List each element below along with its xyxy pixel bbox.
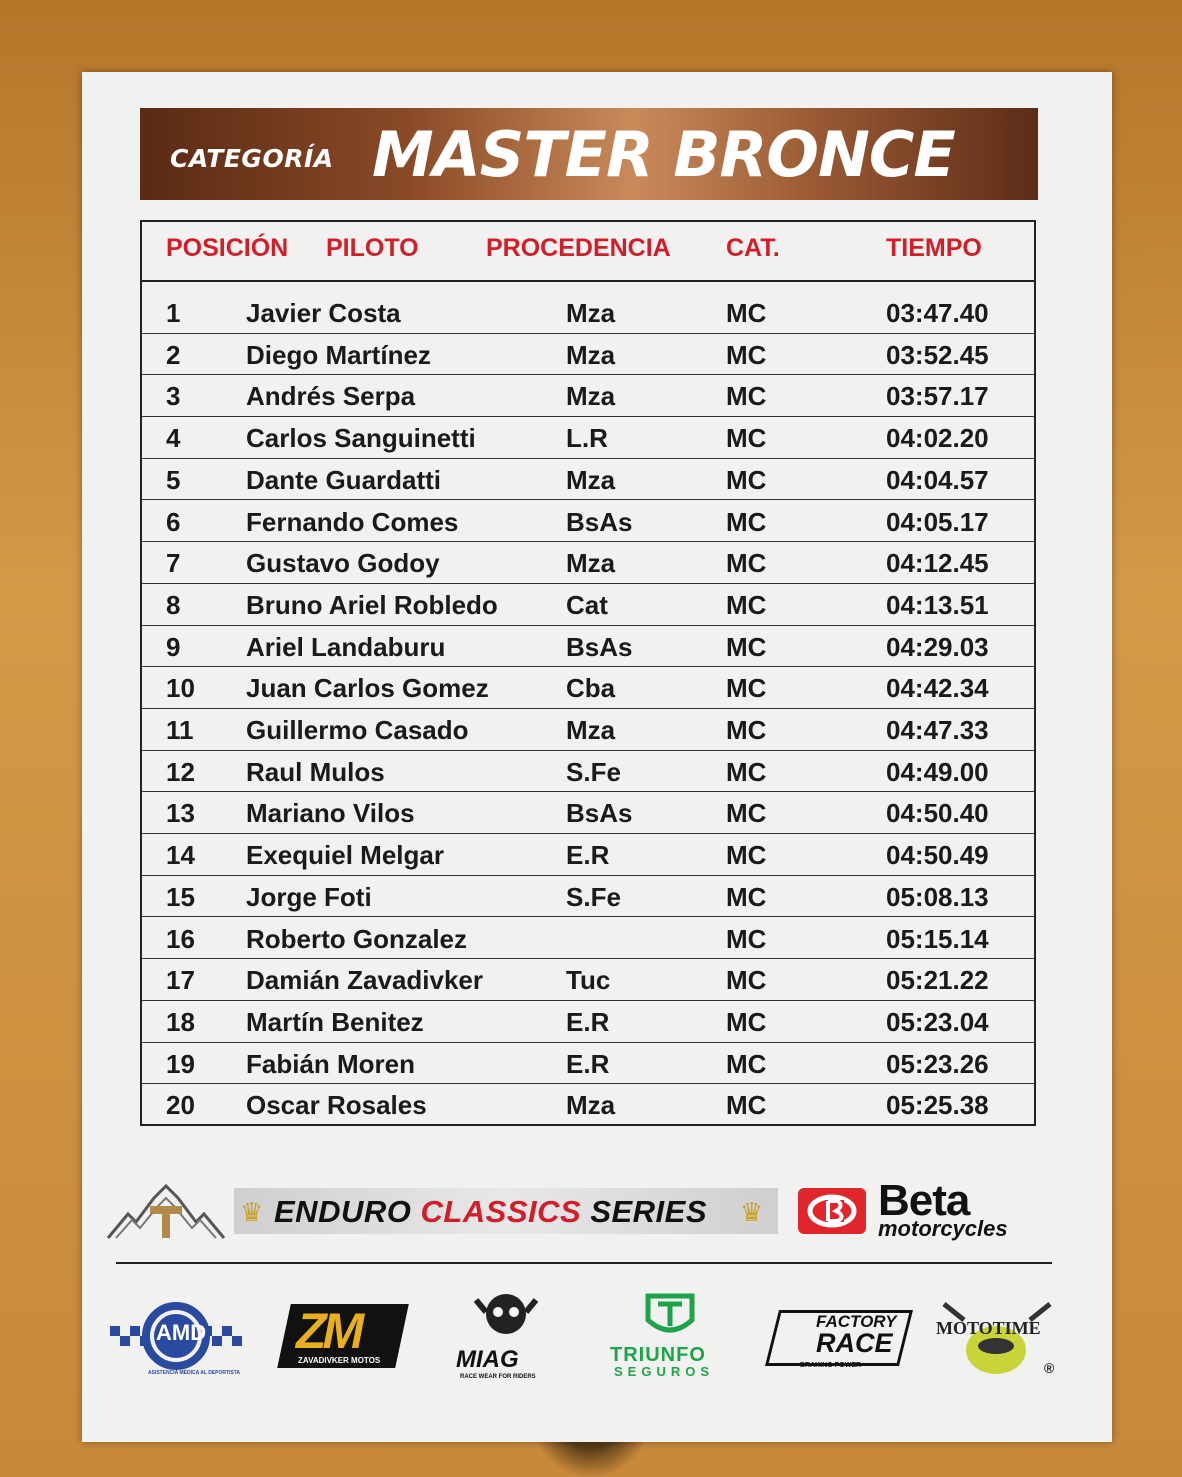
results-table <box>140 220 1036 1126</box>
row-origin: Mza <box>566 464 616 495</box>
row-time: 04:02.20 <box>886 423 989 454</box>
factory-sub: BRAKING POWER <box>800 1362 862 1369</box>
row-position: 18 <box>166 1006 195 1037</box>
triunfo-text: TRIUNFO <box>610 1344 706 1366</box>
series-word-classics: CLASSICS <box>420 1194 582 1229</box>
zavadivker-motos-logo <box>284 1290 404 1390</box>
header-category: CAT. <box>726 234 780 262</box>
row-origin: Mza <box>566 298 616 328</box>
table-row <box>142 584 1034 626</box>
series-word-series: SERIES <box>581 1194 708 1229</box>
mototime-text: MOTOTIME <box>936 1318 1041 1338</box>
row-category: MC <box>726 298 767 328</box>
factory-race-logo <box>766 1290 904 1390</box>
row-origin: L.R <box>566 423 608 454</box>
row-origin: Mza <box>566 381 616 412</box>
row-origin: Mza <box>566 1090 616 1121</box>
row-time: 05:25.38 <box>886 1090 989 1121</box>
table-row <box>142 542 1034 584</box>
registered-mark: ® <box>1044 1360 1055 1376</box>
row-origin: Mza <box>566 715 616 745</box>
table-row <box>142 1001 1034 1043</box>
table-row <box>142 959 1034 1001</box>
row-position: 20 <box>166 1090 195 1121</box>
row-position: 10 <box>166 673 195 704</box>
miag-text: MIAG <box>456 1346 519 1373</box>
header-pilot: PILOTO <box>326 234 419 262</box>
row-time: 03:52.45 <box>886 339 989 370</box>
table-row <box>142 459 1034 501</box>
category-label: CATEGORÍA <box>170 144 334 173</box>
row-category: MC <box>726 798 767 829</box>
row-time: 03:57.17 <box>886 381 989 412</box>
row-origin: Cba <box>566 673 616 704</box>
row-position: 4 <box>166 423 181 454</box>
row-pilot: Roberto Gonzalez <box>246 923 468 954</box>
crown-icon: ♛ <box>740 1198 764 1228</box>
row-category: MC <box>726 923 767 954</box>
row-time: 05:23.04 <box>886 1006 989 1037</box>
sponsor-row-bottom <box>0 1290 1182 1390</box>
row-pilot: Oscar Rosales <box>246 1090 427 1121</box>
triunfo-seguros-logo <box>608 1290 732 1390</box>
row-origin: BsAs <box>566 798 633 829</box>
category-title: MASTER BRONCE <box>372 118 955 191</box>
header-position: POSICIÓN <box>166 234 289 262</box>
row-time: 04:42.34 <box>886 673 989 704</box>
row-time: 04:13.51 <box>886 589 989 620</box>
amd-logo <box>108 1290 244 1390</box>
table-row <box>142 751 1034 793</box>
category-banner <box>140 108 1038 200</box>
miag-skull-icon <box>454 1290 558 1350</box>
row-origin: Tuc <box>566 965 611 996</box>
row-pilot: Javier Costa <box>246 298 401 328</box>
race-text: RACE <box>816 1328 893 1358</box>
row-category: MC <box>726 1006 767 1037</box>
row-category: MC <box>726 715 767 745</box>
row-time: 03:47.40 <box>886 298 989 328</box>
miag-racing-logo <box>454 1290 558 1390</box>
row-time: 04:12.45 <box>886 548 989 579</box>
sponsor-divider <box>116 1262 1052 1264</box>
row-pilot: Mariano Vilos <box>246 798 415 829</box>
row-origin: Cat <box>566 589 608 620</box>
row-pilot: Carlos Sanguinetti <box>246 423 476 454</box>
row-pilot: Martín Benitez <box>246 1006 424 1037</box>
row-position: 13 <box>166 798 195 829</box>
row-pilot: Fernando Comes <box>246 506 459 537</box>
row-pilot: Ariel Landaburu <box>246 631 446 662</box>
row-position: 16 <box>166 923 195 954</box>
row-pilot: Fabián Moren <box>246 1048 416 1079</box>
row-time: 04:29.03 <box>886 631 989 662</box>
table-header <box>142 222 1034 282</box>
row-position: 6 <box>166 506 181 537</box>
table-row <box>142 501 1034 543</box>
table-row <box>142 834 1034 876</box>
row-origin: E.R <box>566 1006 610 1037</box>
row-pilot: Andrés Serpa <box>246 381 416 412</box>
beta-brand-sub: motorcycles <box>878 1216 1008 1241</box>
row-category: MC <box>726 840 767 871</box>
beta-brand-name: Beta <box>878 1176 970 1225</box>
row-position: 1 <box>166 298 181 328</box>
table-row <box>142 709 1034 751</box>
row-origin: S.Fe <box>566 756 621 787</box>
row-origin: BsAs <box>566 631 633 662</box>
row-position: 19 <box>166 1048 195 1079</box>
row-origin: BsAs <box>566 506 633 537</box>
factory-text: FACTORY <box>816 1312 897 1331</box>
row-category: MC <box>726 423 767 454</box>
row-category: MC <box>726 381 767 412</box>
amd-ring-text: ASISTENCIA MÉDICA AL DEPORTISTA <box>148 1370 241 1376</box>
row-position: 14 <box>166 840 195 871</box>
row-category: MC <box>726 464 767 495</box>
row-time: 05:15.14 <box>886 923 989 954</box>
row-pilot: Gustavo Godoy <box>246 548 440 579</box>
row-time: 04:04.57 <box>886 464 989 495</box>
row-origin: E.R <box>566 840 610 871</box>
row-position: 17 <box>166 965 195 996</box>
row-category: MC <box>726 631 767 662</box>
row-time: 04:50.40 <box>886 798 989 829</box>
mototime-helmet-icon <box>934 1290 1060 1390</box>
row-pilot: Bruno Ariel Robledo <box>246 589 498 620</box>
row-position: 11 <box>166 715 194 745</box>
row-pilot: Dante Guardatti <box>246 464 442 495</box>
row-pilot: Raul Mulos <box>246 756 385 787</box>
row-category: MC <box>726 1048 767 1079</box>
row-category: MC <box>726 881 767 912</box>
row-pilot: Diego Martínez <box>246 339 431 370</box>
row-category: MC <box>726 756 767 787</box>
row-pilot: Jorge Foti <box>246 881 372 912</box>
mototime-logo <box>934 1290 1060 1390</box>
beta-logo-icon <box>798 1188 866 1234</box>
row-category: MC <box>726 548 767 579</box>
crown-icon: ♛ <box>240 1198 264 1228</box>
row-position: 15 <box>166 881 195 912</box>
row-category: MC <box>726 673 767 704</box>
zm-text: ZM <box>296 1303 361 1359</box>
row-pilot: Guillermo Casado <box>246 715 469 745</box>
row-time: 05:23.26 <box>886 1048 989 1079</box>
enduro-classics-series-logo <box>234 1188 778 1234</box>
row-pilot: Damián Zavadivker <box>246 965 484 996</box>
row-category: MC <box>726 965 767 996</box>
table-row <box>142 334 1034 376</box>
row-position: 2 <box>166 339 181 370</box>
row-time: 05:08.13 <box>886 881 989 912</box>
row-position: 12 <box>166 756 195 787</box>
triunfo-shield-icon <box>608 1290 732 1344</box>
mountain-logo-icon <box>106 1180 226 1244</box>
table-row <box>142 918 1034 960</box>
row-time: 04:50.49 <box>886 840 989 871</box>
header-origin: PROCEDENCIA <box>486 234 671 262</box>
row-origin: Mza <box>566 339 616 370</box>
row-position: 8 <box>166 589 181 620</box>
table-row <box>142 626 1034 668</box>
miag-sub: RACE WEAR FOR RIDERS <box>460 1374 536 1380</box>
row-position: 3 <box>166 381 181 412</box>
zm-sub: ZAVADIVKER MOTOS <box>298 1356 381 1365</box>
table-row <box>142 1084 1034 1126</box>
row-time: 04:49.00 <box>886 756 989 787</box>
series-word-enduro: ENDURO <box>274 1194 421 1229</box>
row-origin: S.Fe <box>566 881 621 912</box>
table-row <box>142 1043 1034 1085</box>
row-origin: Mza <box>566 548 616 579</box>
table-row <box>142 292 1034 334</box>
table-row <box>142 375 1034 417</box>
row-origin: E.R <box>566 1048 610 1079</box>
row-category: MC <box>726 339 767 370</box>
table-row <box>142 667 1034 709</box>
row-position: 5 <box>166 464 181 495</box>
row-position: 9 <box>166 631 181 662</box>
header-time: TIEMPO <box>886 234 982 262</box>
row-time: 04:47.33 <box>886 715 989 745</box>
row-time: 04:05.17 <box>886 506 989 537</box>
row-pilot: Exequiel Melgar <box>246 840 444 871</box>
table-row <box>142 876 1034 918</box>
row-category: MC <box>726 1090 767 1121</box>
table-row <box>142 417 1034 459</box>
row-time: 05:21.22 <box>886 965 989 996</box>
row-pilot: Juan Carlos Gomez <box>246 673 489 704</box>
row-category: MC <box>726 506 767 537</box>
table-row <box>142 792 1034 834</box>
amd-text: AMD <box>156 1320 207 1345</box>
triunfo-sub: SEGUROS <box>614 1364 715 1379</box>
sponsor-row-top <box>0 1176 1182 1250</box>
row-position: 7 <box>166 548 181 579</box>
row-category: MC <box>726 589 767 620</box>
